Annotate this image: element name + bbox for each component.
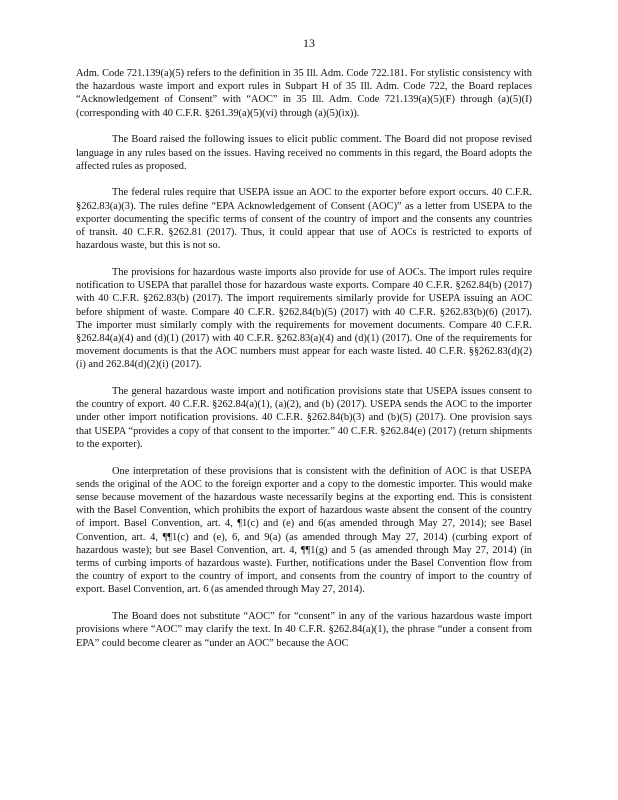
- paragraph-federal-rules: The federal rules require that USEPA issue an AOC to the exporter before export occurs. 40 C.F.R. §262.83(a)(3). The rules define “EPA Acknowledgement of Consent (AOC)” as a letter from USEPA to the exporter documenting the specific terms of consent of the country of import and the consents any countries of transit. 40 C.F.R. §262.81 (2017). Thus, it could appear that use of AOCs is restricted to exports of hazardous waste, but this is not so.: [76, 187, 532, 252]
- paragraph-interpretation: One interpretation of these provisions that is consistent with the definition of AOC is that USEPA sends the original of the AOC to the foreign exporter and a copy to the domestic importer. This would make sense because movement of the hazardous waste necessarily begins at the exporting end. This is consistent with the Basel Convention, which prohibits the export of hazardous waste absent the consent of the country of import. Basel Convention, art. 4, ¶1(c) and (e) and 6(as amended through May 27, 2014); see Basel Convention, art. 4, ¶¶1(c) and (e), 6, and 9(a) (as amended through May 27, 2014) (curbing export of hazardous waste); but see Basel Convention, art. 4, ¶¶1(g) and 5 (as amended through May 27, 2014) (in terms of curbing imports of hazardous waste). Further, notifications under the Basel Convention flow from the country of export to the country of import, and consents from the country of import to the country of export. Basel Convention, art. 6 (as amended through May 27, 2014).: [76, 465, 532, 596]
- paragraph-general-provisions: The general hazardous waste import and notification provisions state that USEPA issues consent to the country of export. 40 C.F.R. §262.84(a)(1), (a)(2), and (b) (2017). USEPA sends the AOC to the importer under other import notification provisions. 40 C.F.R. §262.84(b)(3) and (b)(5) (2017). One provision says that USEPA “provides a copy of that consent to the importer.” 40 C.F.R. §262.84(e) (2017) (return shipments to the exporter).: [76, 386, 532, 450]
- document-body: [76, 67, 532, 663]
- paragraph-continuation: Adm. Code 721.139(a)(5) refers to the definition in 35 Ill. Adm. Code 722.181. For stylistic consistency with the hazardous waste import and export rules in Subpart H of 35 Ill. Adm. Code 722, the Board replaces “Acknowledgement of Consent” with “AOC” in 35 Ill. Adm. Code 721.139(a)(5)(F) through (a)(5)(I) (corresponding with 40 C.F.R. §261.39(a)(5)(vi) through (a)(5)(ix)).: [76, 68, 532, 119]
- paragraph-substitution: The Board does not substitute “AOC” for “consent” in any of the various hazardous waste import provisions where “AOC” may clarify the text. In 40 C.F.R. §262.84(a)(1), the phrase “under a consent from EPA” could become clearer as “under an AOC” because the AOC: [76, 611, 532, 649]
- page-number: 13: [303, 36, 315, 50]
- paragraph-import-provisions: The provisions for hazardous waste imports also provide for use of AOCs. The import rules require notification to USEPA that parallel those for hazardous waste exports. Compare 40 C.F.R. §262.84(b) (2017) with 40 C.F.R. §262.83(b) (2017). The import requirements similarly provide for USEPA issuing an AOC before shipment of waste. Compare 40 C.F.R. §262.84(b)(5) (2017) with 40 C.F.R. §262.83(b)(6) (2017). The importer must similarly comply with the requirements for movement documents. Compare 40 C.F.R. §262.84(a)(4) and (d)(1) (2017) with 40 C.F.R. §262.83(a)(4) and (d)(1) (2017). One of the requirements for movement documents is that the AOC numbers must appear for each waste listed. 40 C.F.R. §§262.83(d)(2)(i) and 262.84(d)(2)(i) (2017).: [76, 266, 532, 371]
- paragraph-public-comment: The Board raised the following issues to elicit public comment. The Board did not propose revised language in any rules based on the issues. Having received no comments in this regard, the Board adopts the affected rules as proposed.: [76, 134, 532, 172]
